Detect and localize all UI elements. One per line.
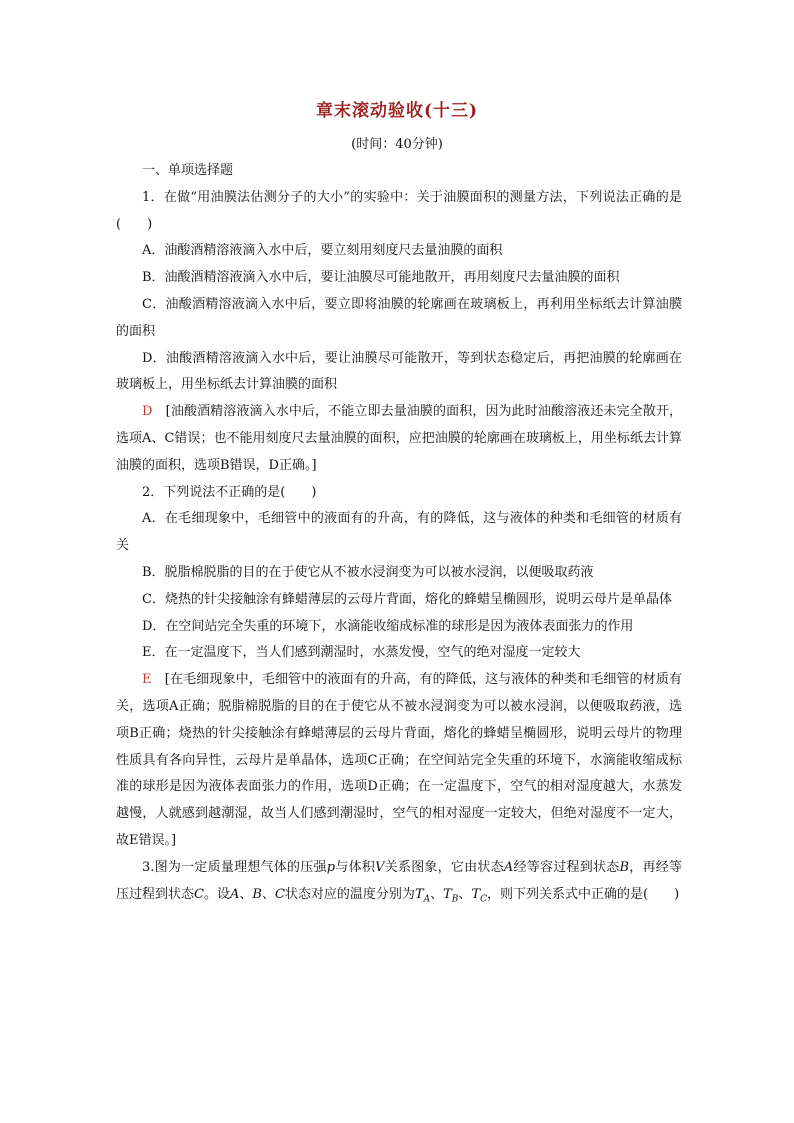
question-2-option-e: E．在一定温度下，当人们感到潮湿时，水蒸发慢，空气的绝对湿度一定较大 [142,645,581,661]
q3-text: 与体积 [335,859,376,875]
question-2-stem: 2．下列说法不正确的是( ) [142,484,317,500]
answer-letter: D [142,404,153,420]
q3-var: C [274,886,285,902]
question-1-answer [116,399,682,479]
q3-var: A [503,859,514,875]
question-1-option-a: A．油酸酒精溶液滴入水中后，要立刻用刻度尺去量油膜的面积 [142,243,503,259]
question-3-stem [116,855,682,913]
q3-text: 3.图为一定质量理想气体的压强 [142,859,327,875]
time-limit: (时间：40分钟) [351,137,443,152]
q3-text: 状态对应的温度分别为 [284,886,415,902]
question-1-stem: 1．在做“用油膜法估测分子的大小”的实验中：关于油膜面积的测量方法，下列说法正确的是( ) [116,189,682,232]
q3-text: ，再经等压过程到状态 [116,859,682,902]
answer-explanation: [油酸酒精溶液滴入水中后，不能立即去量油膜的面积，因为此时油酸溶液还未完全散开，选项A、C错误；也不能用刻度尺去量油膜的面积，应把油膜的轮廓画在玻璃板上，用坐标纸去计算油膜的面积，选项B错误，D正确。] [116,404,682,473]
q3-text: 经等容过程到状态 [513,859,620,875]
q3-text: 、 [239,886,253,902]
answer-letter: E [142,672,152,688]
page-title: 章末滚动验收(十三) [315,101,479,121]
q3-text: ，则下列关系式中正确的是( ) [487,886,680,902]
q3-var: B [619,859,629,875]
answer-explanation: [在毛细现象中，毛细管中的液面有的升高，有的降低，这与液体的种类和毛细管的材质有关，选项A正确；脱脂棉脱脂的目的在于使它从不被水浸润变为可以被水浸润，以便吸取药液，选项B正确；烧热的针尖接触涂有蜂蜡薄层的云母片背面，熔化的蜂蜡呈椭圆形，说明云母片的物理性质具有各向异性，云母片是单晶体，选项C正确；在空间站完全失重的环境下，水滴能收缩成标准的球形是因为液体表面张力的作用，选项D正确；在一定温度下，空气的相对湿度越大，水蒸发越慢，人就感到越潮湿，故当人们感到潮湿时，空气的相对湿度一定较大，但绝对湿度不一定大，故E错误。] [116,672,682,848]
q3-text: 、 [430,886,444,902]
question-2-answer [116,667,682,855]
q3-var: T [443,886,452,902]
q3-text: 、 [261,886,275,902]
question-2-option-d: D．在空间站完全失重的环境下，水滴能收缩成标准的球形是因为液体表面张力的作用 [142,618,634,634]
q3-var: B [252,886,262,902]
document-body [116,158,682,913]
question-2-option-a: A．在毛细现象中，毛细管中的液面有的升高，有的降低，这与液体的种类和毛细管的材质有关 [116,511,682,554]
q3-var: V [375,859,385,875]
q3-var: T [414,886,424,902]
q3-subscript: C [480,894,487,905]
q3-subscript: B [451,894,459,905]
question-1-option-d: D．油酸酒精溶液滴入水中后，要让油膜尽可能散开，等到状态稳定后，再把油膜的轮廓画在玻璃板上，用坐标纸去计算油膜的面积 [116,350,682,393]
q3-subscript: A [423,894,431,905]
question-2-option-c: C．烧热的针尖接触涂有蜂蜡薄层的云母片背面，熔化的蜂蜡呈椭圆形，说明云母片是单晶体 [142,591,672,607]
q3-var: T [471,886,481,902]
q3-var: C [194,886,204,902]
q3-text: 关系图象，它由状态 [384,859,504,875]
question-1-option-c: C．油酸酒精溶液滴入水中后，要立即将油膜的轮廓画在玻璃板上，再利用坐标纸去计算油膜的面积 [116,296,682,339]
q3-text: 、 [458,886,472,902]
q3-var: A [229,886,240,902]
question-2-option-b: B．脱脂棉脱脂的目的在于使它从不被水浸润变为可以被水浸润，以便吸取药液 [142,564,594,580]
q3-text: 。设 [203,886,230,902]
q3-var: p [326,859,336,875]
question-1-option-b: B．油酸酒精溶液滴入水中后，要让油膜尽可能地散开，再用刻度尺去量油膜的面积 [142,270,620,286]
section-heading: 一、单项选择题 [142,163,234,178]
